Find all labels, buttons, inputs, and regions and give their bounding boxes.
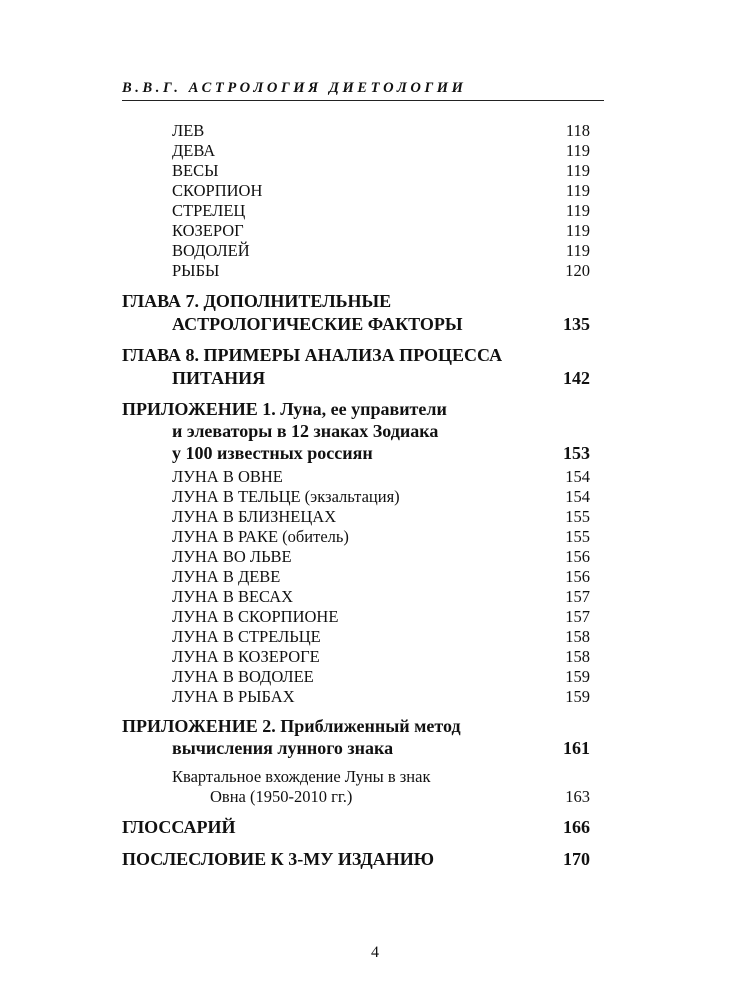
toc-entry-page: 119 [565, 221, 590, 240]
toc-entry-page: 158 [565, 647, 590, 666]
toc-entry-label: ЛУНА В СТРЕЛЬЦЕ [172, 627, 321, 646]
appendix-title-line: ПРИЛОЖЕНИЕ 2. Приближенный метод [122, 716, 461, 736]
toc-entry-page: 154 [565, 487, 590, 506]
toc-entry-page: 157 [565, 607, 590, 626]
toc-entry-label: РЫБЫ [172, 261, 220, 280]
chapter-title-line: ПИТАНИЯ [172, 368, 266, 388]
toc-entry-page: 119 [565, 201, 590, 220]
section-title: ПОСЛЕСЛОВИЕ К 3-МУ ИЗДАНИЮ [122, 849, 434, 869]
running-header: В.В.Г. АСТРОЛОГИЯ ДИЕТОЛОГИИ [122, 80, 467, 96]
toc-entry-label: ЛУНА В РЫБАХ [172, 687, 295, 706]
header-rule [122, 100, 604, 101]
toc-entry-label: ЛУНА В ВЕСАХ [172, 587, 294, 606]
toc-entry-page: 154 [565, 467, 590, 486]
subentry-page: 163 [565, 787, 590, 806]
toc-entry-page: 155 [565, 527, 590, 546]
toc-entry-label: ВЕСЫ [172, 161, 219, 180]
toc-entry-label: ЛЕВ [172, 121, 205, 140]
toc-entry-label: ЛУНА В ДЕВЕ [172, 567, 281, 586]
toc-entry-label: ЛУНА В ТЕЛЬЦЕ (экзальтация) [172, 487, 400, 506]
toc-entry-page: 119 [565, 141, 590, 160]
subentry-line: Овна (1950-2010 гг.) [210, 787, 353, 806]
appendix-title-line: ПРИЛОЖЕНИЕ 1. Луна, ее управители [122, 399, 447, 419]
section-page: 170 [563, 849, 590, 869]
toc-entry-label: ЛУНА В ОВНЕ [172, 467, 283, 486]
toc-entry-label: КОЗЕРОГ [172, 221, 244, 240]
toc-entry-page: 119 [565, 181, 590, 200]
appendix-page: 161 [563, 738, 590, 758]
toc-entry-page: 155 [565, 507, 590, 526]
toc-entry-page: 158 [565, 627, 590, 646]
toc-entry-page: 159 [565, 687, 590, 706]
toc-entry-label: ЛУНА В РАКЕ (обитель) [172, 527, 349, 546]
chapter-title-line: ГЛАВА 8. ПРИМЕРЫ АНАЛИЗА ПРОЦЕССА [122, 345, 503, 365]
section-page: 166 [563, 817, 590, 837]
appendix-title-line: у 100 известных россиян [172, 443, 373, 463]
chapter-page: 135 [563, 314, 590, 334]
chapter-title-line: ГЛАВА 7. ДОПОЛНИТЕЛЬНЫЕ [122, 291, 392, 311]
chapter-title-line: АСТРОЛОГИЧЕСКИЕ ФАКТОРЫ [172, 314, 463, 334]
toc-entry-label: ВОДОЛЕЙ [172, 241, 250, 260]
toc-entry-label: СКОРПИОН [172, 181, 263, 200]
toc-entry-page: 119 [565, 161, 590, 180]
toc-entry-page: 156 [565, 547, 590, 566]
toc-entry-page: 119 [565, 241, 590, 260]
toc-entry-page: 156 [565, 567, 590, 586]
chapter-page: 142 [563, 368, 590, 388]
page-number: 4 [371, 944, 379, 961]
toc-entry-page: 159 [565, 667, 590, 686]
toc-entry-label: ЛУНА В КОЗЕРОГЕ [172, 647, 320, 666]
toc-entry-label: ЛУНА В БЛИЗНЕЦАХ [172, 507, 337, 526]
toc-entry-page: 120 [565, 261, 590, 280]
appendix-page: 153 [563, 443, 590, 463]
toc-entry-page: 118 [565, 121, 590, 140]
section-title: ГЛОССАРИЙ [122, 817, 236, 837]
toc-entry-label: ЛУНА В ВОДОЛЕЕ [172, 667, 314, 686]
subentry-line: Квартальное вхождение Луны в знак [172, 767, 431, 786]
toc-entry-label: СТРЕЛЕЦ [172, 201, 246, 220]
toc-entry-page: 157 [565, 587, 590, 606]
appendix-title-line: вычисления лунного знака [172, 738, 394, 758]
appendix-title-line: и элеваторы в 12 знаках Зодиака [172, 421, 439, 441]
toc-entry-label: ДЕВА [172, 141, 216, 160]
toc-entry-label: ЛУНА В СКОРПИОНЕ [172, 607, 339, 626]
toc-entry-label: ЛУНА ВО ЛЬВЕ [172, 547, 292, 566]
